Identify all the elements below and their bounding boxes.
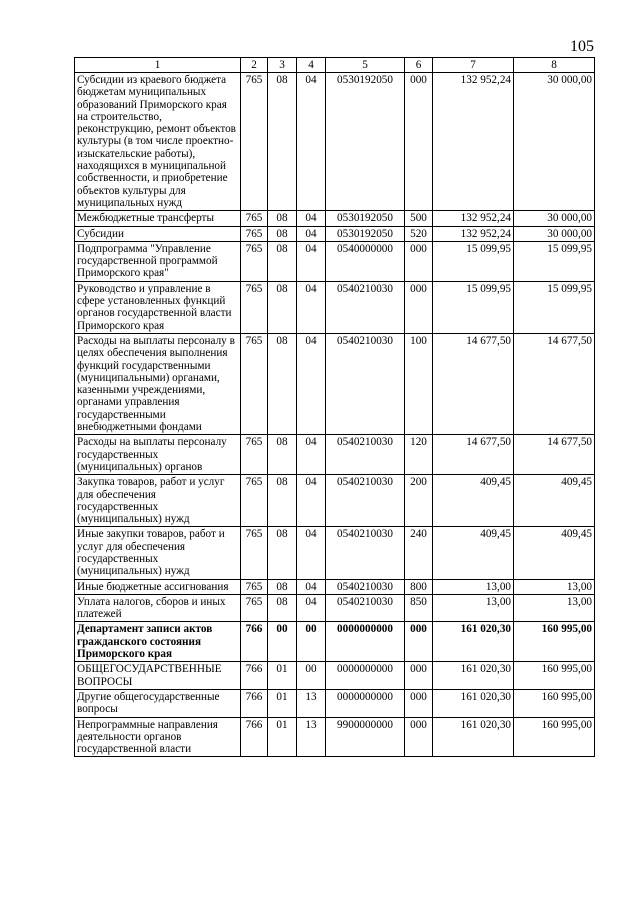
row-name-cell: Подпрограмма "Управление государственной программой Приморского края" <box>75 241 241 281</box>
code-target-cell: 0540210030 <box>326 333 405 434</box>
code-target-cell: 0540210030 <box>326 281 405 333</box>
row-name-cell: Иные закупки товаров, работ и услуг для обеспечения государственных (муниципальных) нужд <box>75 527 241 579</box>
code-admin-cell: 765 <box>241 594 268 622</box>
code-type-cell: 000 <box>405 241 433 281</box>
table-row <box>75 226 595 241</box>
amount-1-cell: 15 099,95 <box>433 281 514 333</box>
row-name-cell: Руководство и управление в сфере установленных функций органов государственной власти Приморского края <box>75 281 241 333</box>
amount-2-cell: 30 000,00 <box>514 226 595 241</box>
amount-1-cell: 161 020,30 <box>433 717 514 757</box>
code-section-cell: 01 <box>268 717 297 757</box>
code-admin-cell: 765 <box>241 241 268 281</box>
code-admin-cell: 766 <box>241 662 268 690</box>
amount-1-cell: 14 677,50 <box>433 333 514 434</box>
code-type-cell: 000 <box>405 689 433 717</box>
table-row <box>75 689 595 717</box>
code-target-cell: 0540210030 <box>326 594 405 622</box>
table-row <box>75 622 595 662</box>
code-target-cell: 0540210030 <box>326 435 405 475</box>
amount-1-cell: 132 952,24 <box>433 211 514 226</box>
row-name-cell: Иные бюджетные ассигнования <box>75 579 241 594</box>
table-row <box>75 662 595 690</box>
code-type-cell: 000 <box>405 281 433 333</box>
header-cell: 2 <box>241 58 268 73</box>
code-section-cell: 08 <box>268 281 297 333</box>
code-section-cell: 08 <box>268 211 297 226</box>
table-row <box>75 333 595 434</box>
header-cell: 4 <box>297 58 326 73</box>
code-type-cell: 520 <box>405 226 433 241</box>
code-type-cell: 000 <box>405 717 433 757</box>
code-target-cell: 0530192050 <box>326 211 405 226</box>
code-admin-cell: 765 <box>241 211 268 226</box>
row-name-cell: Непрограммные направления деятельности органов государственной власти <box>75 717 241 757</box>
table-row <box>75 717 595 757</box>
code-target-cell: 0540210030 <box>326 579 405 594</box>
amount-1-cell: 13,00 <box>433 594 514 622</box>
amount-2-cell: 14 677,50 <box>514 435 595 475</box>
code-subsection-cell: 04 <box>297 241 326 281</box>
code-section-cell: 08 <box>268 333 297 434</box>
amount-1-cell: 409,45 <box>433 475 514 527</box>
code-admin-cell: 766 <box>241 717 268 757</box>
code-subsection-cell: 13 <box>297 717 326 757</box>
code-section-cell: 01 <box>268 689 297 717</box>
amount-2-cell: 409,45 <box>514 527 595 579</box>
code-target-cell: 0540210030 <box>326 475 405 527</box>
code-subsection-cell: 04 <box>297 435 326 475</box>
code-subsection-cell: 04 <box>297 594 326 622</box>
table-row <box>75 241 595 281</box>
row-name-cell: Расходы на выплаты персоналу в целях обеспечения выполнения функций государственными (муниципальными) органами, казенными учреждениями, органами управления государственными внебюджетными фондами <box>75 333 241 434</box>
code-target-cell: 0540000000 <box>326 241 405 281</box>
code-admin-cell: 765 <box>241 73 268 211</box>
amount-2-cell: 409,45 <box>514 475 595 527</box>
table-row <box>75 435 595 475</box>
code-admin-cell: 765 <box>241 226 268 241</box>
code-type-cell: 200 <box>405 475 433 527</box>
code-section-cell: 08 <box>268 579 297 594</box>
table-row <box>75 579 595 594</box>
code-target-cell: 0000000000 <box>326 689 405 717</box>
code-admin-cell: 765 <box>241 435 268 475</box>
header-cell: 5 <box>326 58 405 73</box>
amount-2-cell: 15 099,95 <box>514 281 595 333</box>
code-type-cell: 000 <box>405 73 433 211</box>
amount-2-cell: 13,00 <box>514 579 595 594</box>
code-subsection-cell: 04 <box>297 333 326 434</box>
code-type-cell: 000 <box>405 622 433 662</box>
amount-1-cell: 13,00 <box>433 579 514 594</box>
code-type-cell: 850 <box>405 594 433 622</box>
code-section-cell: 08 <box>268 435 297 475</box>
code-section-cell: 00 <box>268 622 297 662</box>
code-type-cell: 000 <box>405 662 433 690</box>
amount-1-cell: 132 952,24 <box>433 226 514 241</box>
table-row <box>75 594 595 622</box>
row-name-cell: Субсидии из краевого бюджета бюджетам муниципальных образований Приморского края на строительство, реконструкцию, ремонт объектов культуры (в том числе проектно-изыскательские работы), находящихся в муниципальной собственности, и приобретение объектов культуры для муниципальных нужд <box>75 73 241 211</box>
table-body <box>75 73 595 757</box>
code-target-cell: 9900000000 <box>326 717 405 757</box>
header-cell: 1 <box>75 58 241 73</box>
code-admin-cell: 766 <box>241 622 268 662</box>
amount-2-cell: 160 995,00 <box>514 717 595 757</box>
row-name-cell: Другие общегосударственные вопросы <box>75 689 241 717</box>
row-name-cell: ОБЩЕГОСУДАРСТВЕННЫЕ ВОПРОСЫ <box>75 662 241 690</box>
row-name-cell: Департамент записи актов гражданского состояния Приморского края <box>75 622 241 662</box>
row-name-cell: Уплата налогов, сборов и иных платежей <box>75 594 241 622</box>
code-admin-cell: 766 <box>241 689 268 717</box>
table-row <box>75 211 595 226</box>
code-type-cell: 800 <box>405 579 433 594</box>
amount-1-cell: 161 020,30 <box>433 622 514 662</box>
amount-2-cell: 13,00 <box>514 594 595 622</box>
code-subsection-cell: 04 <box>297 579 326 594</box>
code-section-cell: 01 <box>268 662 297 690</box>
table-row <box>75 475 595 527</box>
row-name-cell: Субсидии <box>75 226 241 241</box>
amount-2-cell: 30 000,00 <box>514 211 595 226</box>
code-target-cell: 0530192050 <box>326 73 405 211</box>
header-cell: 8 <box>514 58 595 73</box>
header-row <box>75 58 595 73</box>
amount-2-cell: 160 995,00 <box>514 622 595 662</box>
code-section-cell: 08 <box>268 527 297 579</box>
amount-2-cell: 160 995,00 <box>514 662 595 690</box>
code-subsection-cell: 04 <box>297 527 326 579</box>
amount-1-cell: 409,45 <box>433 527 514 579</box>
code-target-cell: 0540210030 <box>326 527 405 579</box>
code-subsection-cell: 04 <box>297 211 326 226</box>
amount-1-cell: 14 677,50 <box>433 435 514 475</box>
amount-2-cell: 30 000,00 <box>514 73 595 211</box>
code-admin-cell: 765 <box>241 281 268 333</box>
table-row <box>75 527 595 579</box>
code-target-cell: 0000000000 <box>326 622 405 662</box>
amount-1-cell: 132 952,24 <box>433 73 514 211</box>
code-admin-cell: 765 <box>241 475 268 527</box>
code-section-cell: 08 <box>268 475 297 527</box>
code-subsection-cell: 00 <box>297 622 326 662</box>
amount-1-cell: 15 099,95 <box>433 241 514 281</box>
header-cell: 3 <box>268 58 297 73</box>
page-number: 105 <box>570 38 594 55</box>
code-type-cell: 500 <box>405 211 433 226</box>
amount-2-cell: 15 099,95 <box>514 241 595 281</box>
code-subsection-cell: 04 <box>297 281 326 333</box>
code-admin-cell: 765 <box>241 333 268 434</box>
code-admin-cell: 765 <box>241 579 268 594</box>
header-cell: 7 <box>433 58 514 73</box>
amount-2-cell: 14 677,50 <box>514 333 595 434</box>
code-type-cell: 100 <box>405 333 433 434</box>
code-subsection-cell: 04 <box>297 226 326 241</box>
code-target-cell: 0000000000 <box>326 662 405 690</box>
row-name-cell: Расходы на выплаты персоналу государственных (муниципальных) органов <box>75 435 241 475</box>
code-subsection-cell: 13 <box>297 689 326 717</box>
code-section-cell: 08 <box>268 226 297 241</box>
code-type-cell: 120 <box>405 435 433 475</box>
header-cell: 6 <box>405 58 433 73</box>
code-section-cell: 08 <box>268 73 297 211</box>
amount-2-cell: 160 995,00 <box>514 689 595 717</box>
code-section-cell: 08 <box>268 241 297 281</box>
code-section-cell: 08 <box>268 594 297 622</box>
code-type-cell: 240 <box>405 527 433 579</box>
table-row <box>75 281 595 333</box>
code-subsection-cell: 00 <box>297 662 326 690</box>
code-subsection-cell: 04 <box>297 73 326 211</box>
amount-1-cell: 161 020,30 <box>433 689 514 717</box>
row-name-cell: Межбюджетные трансферты <box>75 211 241 226</box>
table-row <box>75 73 595 211</box>
code-target-cell: 0530192050 <box>326 226 405 241</box>
budget-table <box>74 57 595 757</box>
code-admin-cell: 765 <box>241 527 268 579</box>
code-subsection-cell: 04 <box>297 475 326 527</box>
row-name-cell: Закупка товаров, работ и услуг для обеспечения государственных (муниципальных) нужд <box>75 475 241 527</box>
amount-1-cell: 161 020,30 <box>433 662 514 690</box>
